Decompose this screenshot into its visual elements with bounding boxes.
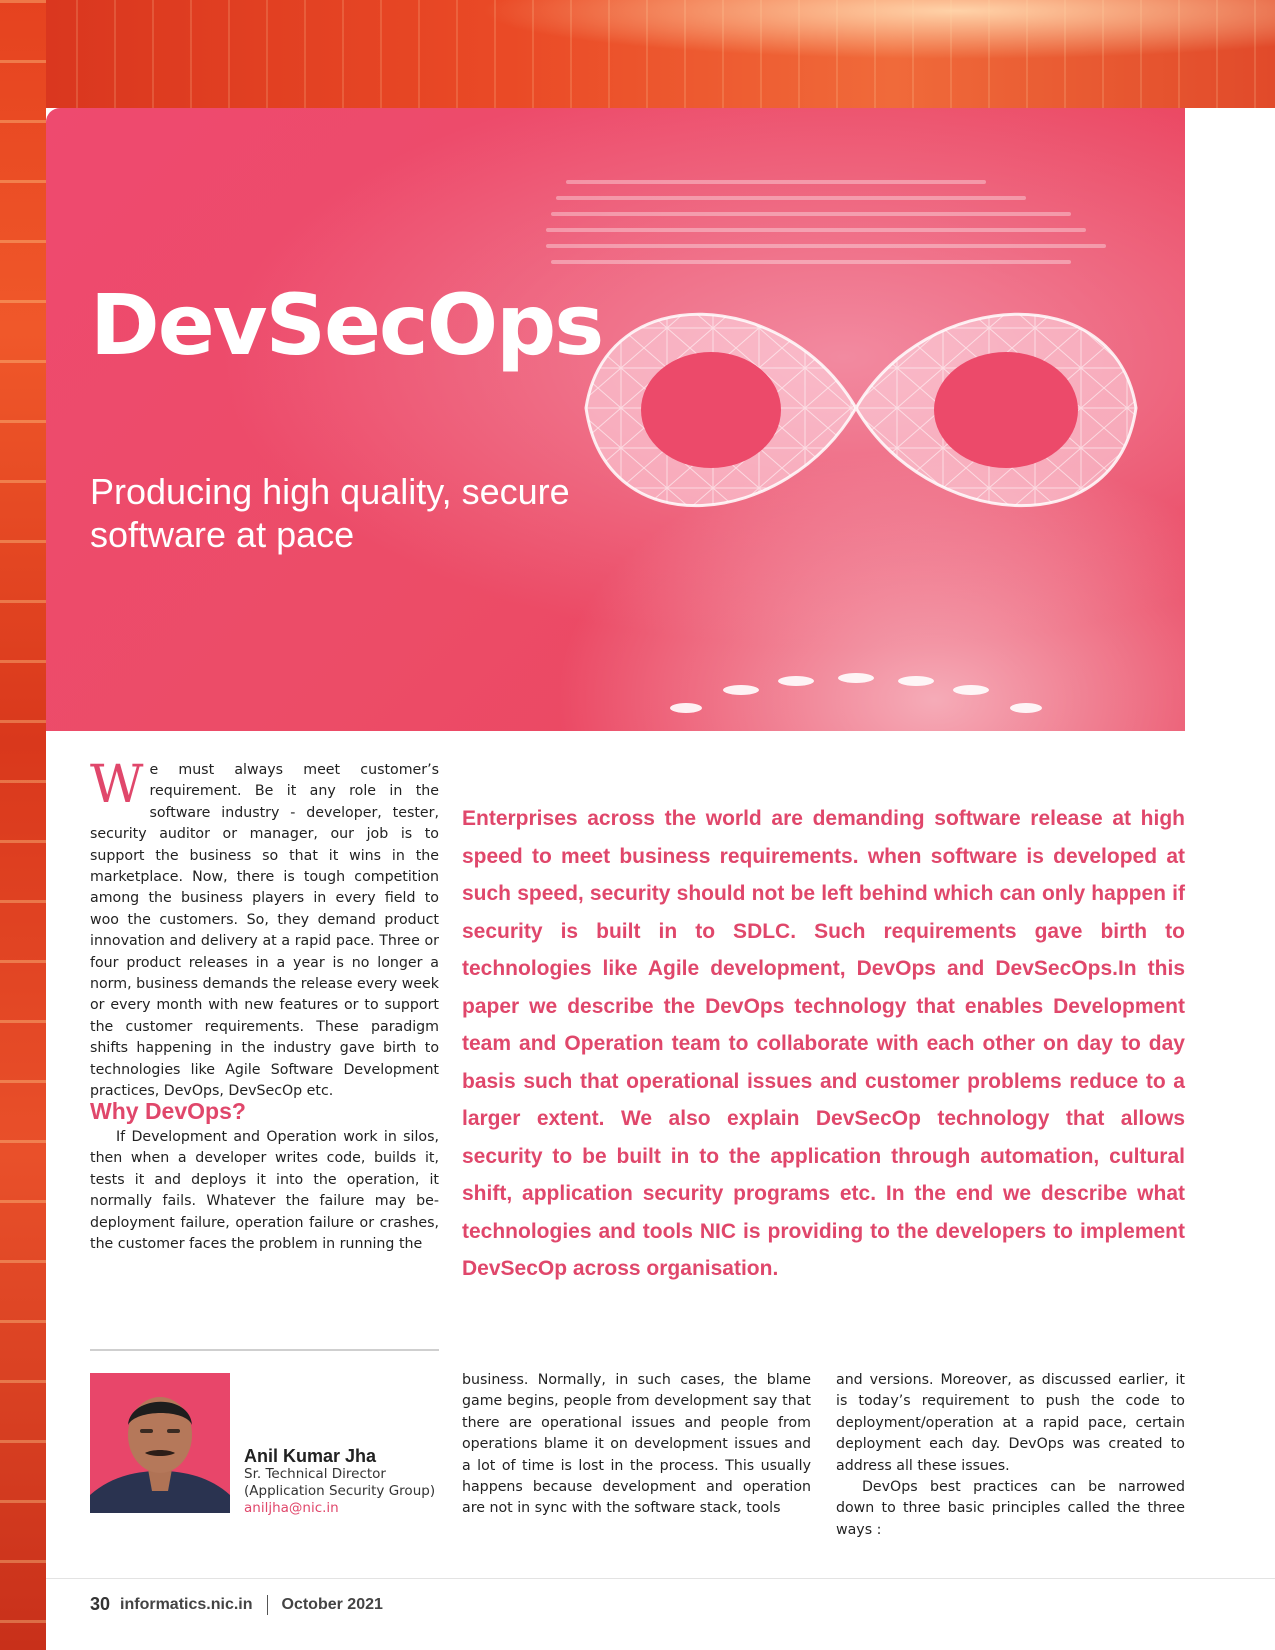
divider (90, 1349, 439, 1351)
footer-date: October 2021 (281, 1595, 383, 1613)
body-column-3 (836, 1370, 1185, 1541)
body-column-2 (462, 1370, 811, 1520)
author-email-link[interactable]: aniljha@nic.in (244, 1500, 339, 1516)
subtitle-line-2: software at pace (90, 514, 355, 555)
footer-separator (267, 1595, 268, 1615)
author-photo (90, 1373, 230, 1513)
author-portrait-icon (90, 1373, 230, 1513)
why-devops-text: If Development and Operation work in silos, then when a developer writes code, builds it, tests it and deploys it into the operation, it normally fails. Whatever the failure may be- deployment failure, operation failure or crashes, the customer faces the problem in running the (90, 1129, 439, 1253)
intro-paragraph (90, 755, 439, 1103)
author-name: Anil Kumar Jha (244, 1446, 377, 1466)
author-role (244, 1466, 435, 1500)
section-heading-why-devops: Why DevOps? (90, 1098, 246, 1124)
subtitle-line-1: Producing high quality, secure (90, 471, 570, 512)
author-role-line-2: (Application Security Group) (244, 1483, 436, 1499)
background-top-strip (0, 0, 1275, 108)
page-subtitle (90, 470, 650, 556)
intro-text: e must always meet customer’s requirement. Be it any role in the software industry - developer, tester, security auditor or manager, our job is to support the business so that it wins in the marketplace. Now, there is tough competition among the business players in every field to woo the customers. So, they demand product innovation and delivery at a rapid pace. Three or four product releases in a year is no longer a norm, business demands the release every week or every month with new features or to support the customer requirements. These paradigm shifts happening in the industry gave birth to technologies like Agile Software Development practices, DevOps, DevSecOp etc. (90, 762, 439, 1100)
hero-banner (46, 108, 1185, 731)
abstract: Enterprises across the world are demanding software release at high speed to meet business requirements. when software is developed at such speed, security should not be left behind which can only happen if security is built in to SDLC. Such requirements gave birth to technologies like Agile development, DevOps and DevSecOps.In this paper we describe the DevOps technology that enables Development team and Operation team to collaborate with each other on day to day basis such that operational issues and customer problems reduce to a larger extent. We also explain DevSecOp technology that allows security to be built in to the application through automation, cultural shift, application security programs etc. In the end we describe what technologies and tools NIC is providing to the developers to implement DevSecOp across organisation. (462, 807, 1185, 1280)
footer-site: informatics.nic.in (120, 1595, 253, 1613)
why-devops-paragraph (90, 1127, 439, 1255)
drop-cap: W (90, 755, 144, 815)
background-left-strip (0, 0, 46, 1650)
column-2-text: business. Normally, in such cases, the blame game begins, people from development say that there are operational issues and people from operations blame it on development issues and a lot of time is lost in the process. This usually happens because development and operation are not in sync with the software stack, tools (462, 1372, 811, 1517)
infinity-graphic (46, 108, 1185, 731)
author-role-line-1: Sr. Technical Director (244, 1466, 386, 1482)
column-3-paragraph-1: and versions. Moreover, as discussed earlier, it is today’s requirement to push the code to deployment/operation at a rapid pace, certain deployment each day. DevOps was created to address all these issues. (836, 1372, 1185, 1474)
column-3-paragraph-2: DevOps best practices can be narrowed down to three basic principles called the three ways : (836, 1479, 1185, 1538)
footer-divider (46, 1578, 1275, 1579)
page-number: 30 (90, 1594, 111, 1614)
page-title: DevSecOps (90, 276, 603, 374)
page-footer (90, 1594, 383, 1615)
